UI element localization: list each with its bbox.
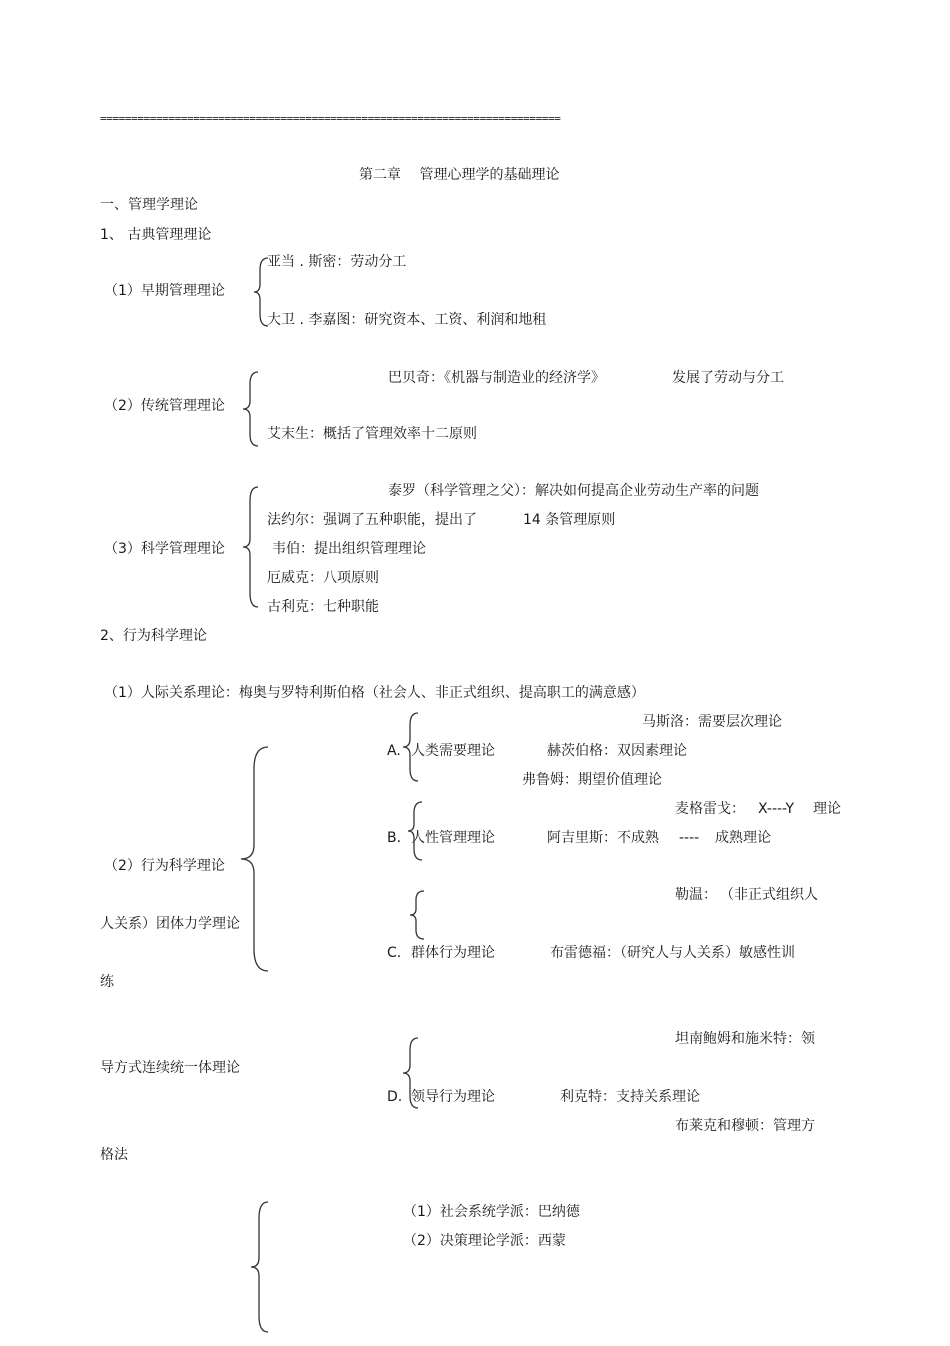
a-item-herzberg: 赫茨伯格：双因素理论 bbox=[547, 743, 687, 759]
traditional-label: （2）传统管理理论 bbox=[104, 398, 225, 414]
school-social-system: （1）社会系统学派：巴纳德 bbox=[403, 1204, 580, 1220]
traditional-item-babbage-note: 发展了劳动与分工 bbox=[672, 370, 784, 386]
d-letter: D. bbox=[387, 1089, 403, 1105]
b-item-argyris-dash: ---- bbox=[679, 830, 700, 846]
brace-traditional bbox=[240, 370, 260, 448]
b-item-argyris-mature: 成熟理论 bbox=[715, 830, 771, 846]
behavioral-label: （2）行为科学理论 bbox=[104, 858, 225, 874]
b-item-mcgregor: 麦格雷戈： bbox=[675, 801, 745, 817]
wrap-text-training: 练 bbox=[100, 974, 114, 990]
chapter-title: 第二章 管理心理学的基础理论 bbox=[359, 167, 560, 183]
a-item-maslow: 马斯洛：需要层次理论 bbox=[642, 714, 782, 730]
a-name: 人类需要理论 bbox=[411, 743, 495, 759]
scientific-item-gulick: 古利克：七种职能 bbox=[267, 599, 379, 615]
c-item-lewin-note: （非正式组织人 bbox=[720, 887, 818, 903]
d-item-tannenbaum: 坦南鲍姆和施米特：领 bbox=[675, 1031, 815, 1047]
b-letter: B. bbox=[387, 830, 402, 846]
traditional-item-babbage: 巴贝奇：《机器与制造业的经济学》 bbox=[388, 370, 605, 386]
b-item-mcgregor-xy: X----Y bbox=[758, 801, 794, 817]
wrap-text-continuum: 导方式连续统一体理论 bbox=[100, 1060, 240, 1076]
scientific-item-urwick: 厄威克：八项原则 bbox=[267, 570, 379, 586]
early-label: （1）早期管理理论 bbox=[104, 283, 225, 299]
separator-line: ========================================================================== bbox=[100, 112, 561, 125]
section-heading-management: 一、管理学理论 bbox=[100, 197, 198, 213]
c-name: 群体行为理论 bbox=[411, 945, 495, 961]
brace-schools bbox=[248, 1200, 270, 1335]
d-name: 领导行为理论 bbox=[411, 1089, 495, 1105]
scientific-item-fayol: 法约尔：强调了五种职能，提出了 bbox=[267, 512, 477, 528]
b-item-mcgregor-theory: 理论 bbox=[813, 801, 841, 817]
scientific-item-weber: 韦伯：提出组织管理理论 bbox=[272, 541, 426, 557]
c-item-lewin: 勒温： bbox=[675, 887, 717, 903]
subheading-classical: 1、 古典管理理论 bbox=[100, 227, 212, 243]
school-decision-theory: （2）决策理论学派：西蒙 bbox=[403, 1233, 566, 1249]
d-item-likert: 利克特：支持关系理论 bbox=[560, 1089, 700, 1105]
b-item-argyris: 阿吉里斯：不成熟 bbox=[547, 830, 659, 846]
human-relations-theory: （1）人际关系理论：梅奥与罗特利斯伯格（社会人、非正式组织、提高职工的满意感） bbox=[104, 685, 645, 701]
c-letter: C. bbox=[387, 945, 402, 961]
brace-behavioral bbox=[238, 745, 272, 973]
d-item-blake: 布莱克和穆顿：管理方 bbox=[675, 1118, 815, 1134]
subheading-behavioral: 2、行为科学理论 bbox=[100, 628, 207, 644]
early-item-smith: 亚当 . 斯密：劳动分工 bbox=[267, 254, 407, 270]
b-name: 人性管理理论 bbox=[411, 830, 495, 846]
scientific-label: （3）科学管理理论 bbox=[104, 541, 225, 557]
early-item-ricardo: 大卫 . 李嘉图：研究资本、工资、利润和地租 bbox=[267, 312, 547, 328]
brace-scientific bbox=[240, 485, 260, 610]
wrap-text-grid: 格法 bbox=[100, 1147, 128, 1163]
traditional-item-emerson: 艾末生：概括了管理效率十二原则 bbox=[267, 426, 477, 442]
brace-c bbox=[408, 889, 426, 941]
wrap-text-group-dynamics: 人关系）团体力学理论 bbox=[100, 916, 240, 932]
c-item-bradford: 布雷德福：（研究人与人关系）敏感性训 bbox=[550, 945, 795, 961]
scientific-item-taylor: 泰罗（科学管理之父）：解决如何提高企业劳动生产率的问题 bbox=[388, 483, 759, 499]
scientific-item-fayol-principles: 14 条管理原则 bbox=[523, 512, 616, 528]
a-item-vroom: 弗鲁姆：期望价值理论 bbox=[522, 772, 662, 788]
a-letter: A. bbox=[387, 743, 401, 759]
